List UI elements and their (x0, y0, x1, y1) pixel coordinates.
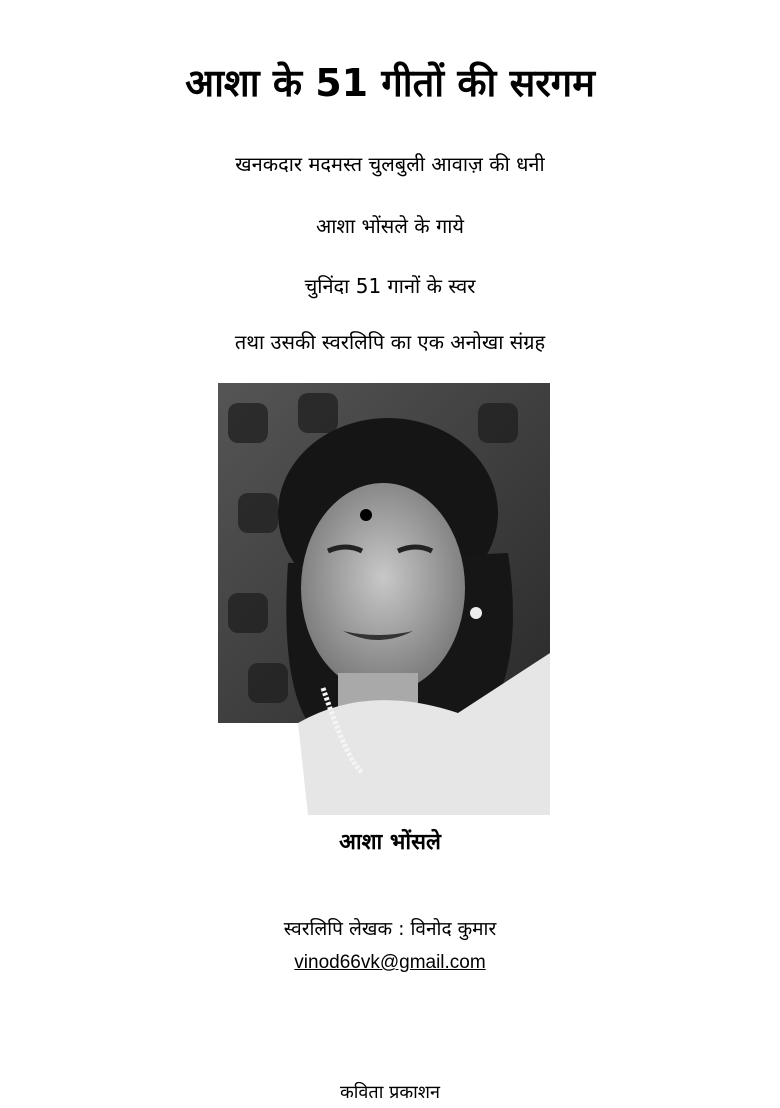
photo-caption: आशा भोंसले (339, 830, 441, 855)
subtitle-line: तथा उसकी स्वरलिपि का एक अनोखा संग्रह (234, 330, 546, 354)
book-title: आशा के 51 गीतों की सरगम (185, 61, 595, 105)
portrait-photo (218, 383, 550, 815)
publisher-name: कविता प्रकाशन (339, 1082, 441, 1103)
email-link[interactable]: vinod66vk@gmail.com (294, 952, 486, 973)
subtitle-line: खनकदार मदमस्त चुलबुली आवाज़ की धनी (235, 152, 545, 176)
email-wrapper (0, 952, 780, 974)
subtitle-line: चुनिंदा 51 गानों के स्वर (304, 274, 476, 298)
author-line: स्वरलिपि लेखक : विनोद कुमार (283, 918, 497, 940)
subtitle-line: आशा भोंसले के गाये (315, 214, 464, 238)
